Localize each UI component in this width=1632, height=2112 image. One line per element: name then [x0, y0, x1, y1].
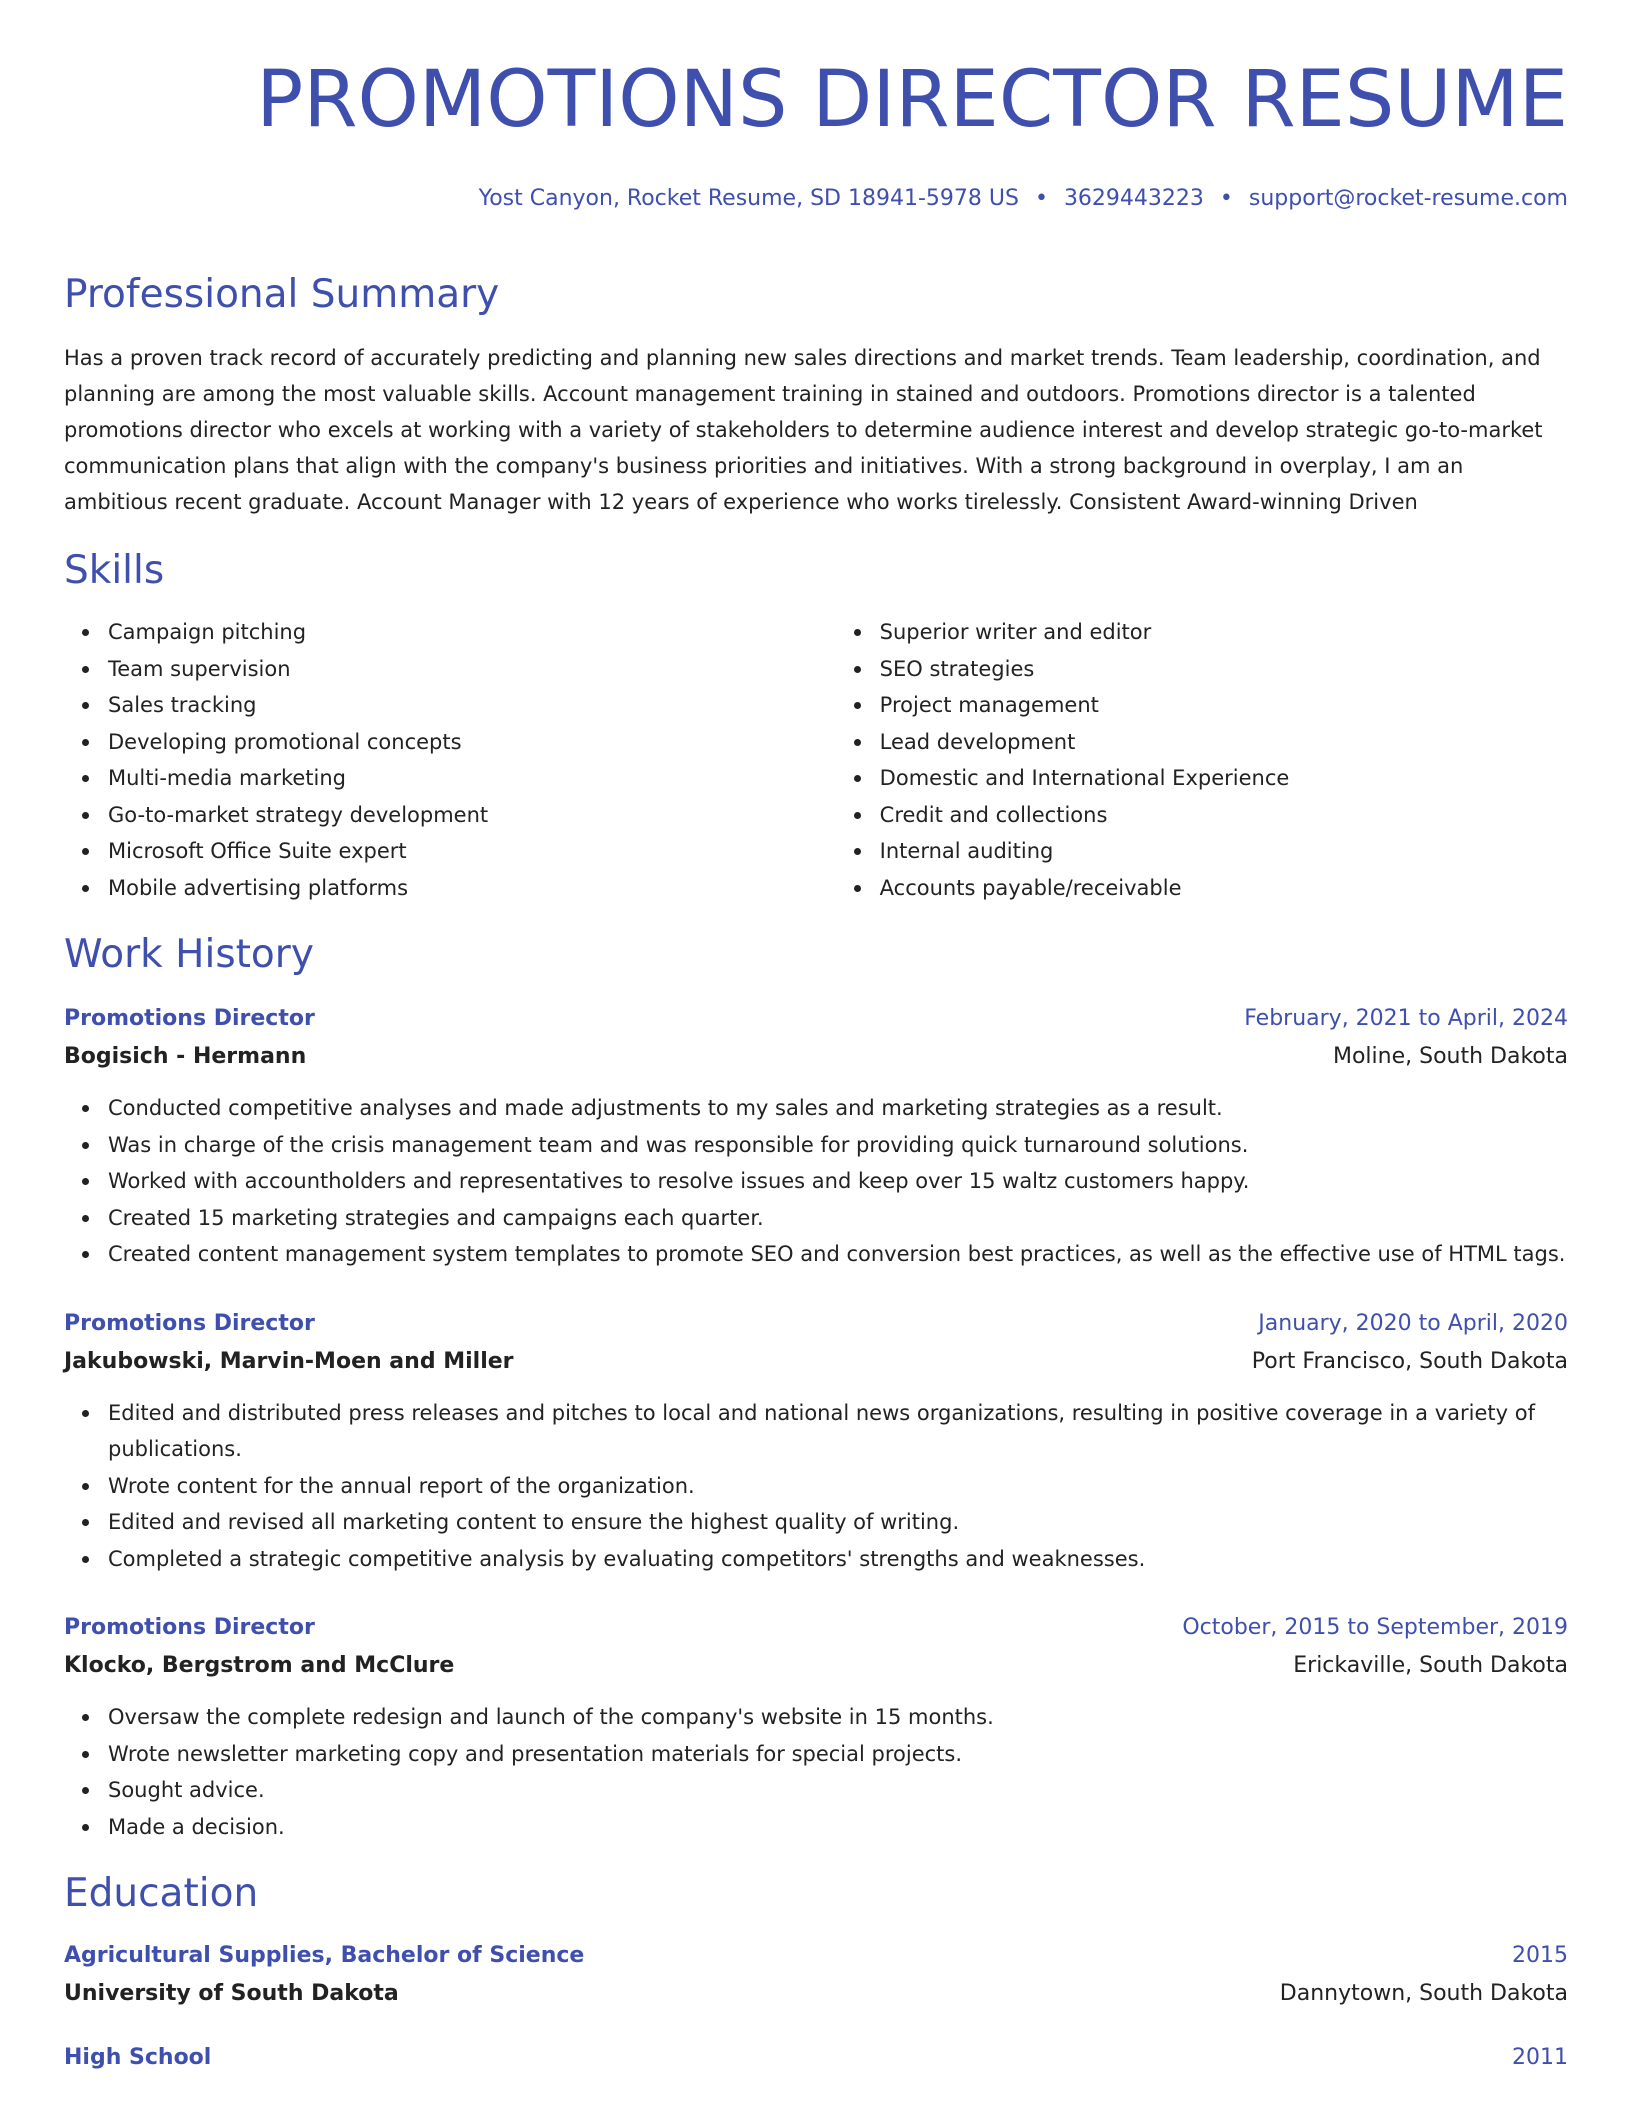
skills-heading: Skills — [64, 548, 165, 593]
education-degree-row — [64, 2039, 1568, 2077]
job-bullet: Edited and revised all marketing content to ensure the highest quality of writing. — [108, 1504, 1568, 1541]
job-dates: January, 2020 to April, 2020 — [1258, 1310, 1568, 1336]
job-bullet: Wrote newsletter marketing copy and presentation materials for special projects. — [108, 1736, 1568, 1773]
job-location: Moline, South Dakota — [1332, 1044, 1568, 1069]
skills-grid — [64, 614, 1568, 906]
skill-item: Go-to-market strategy development — [108, 797, 836, 834]
job-entry — [64, 1305, 1568, 1578]
skill-item: Team supervision — [108, 651, 836, 688]
resume-title: PROMOTIONS DIRECTOR RESUME — [256, 55, 1568, 145]
contact-phone: 3629443223 — [1063, 186, 1204, 211]
job-dates: October, 2015 to September, 2019 — [1182, 1615, 1568, 1640]
education-year: 2015 — [1512, 1943, 1568, 1968]
job-company: Klocko, Bergstrom and McClure — [64, 1653, 455, 1678]
skill-item: Microsoft Office Suite expert — [108, 833, 836, 870]
job-dates: February, 2021 to April, 2024 — [1244, 1006, 1568, 1031]
skills-column-left — [64, 614, 836, 906]
summary-heading: Professional Summary — [64, 272, 500, 317]
job-title-row — [64, 1305, 1568, 1343]
job-bullets — [64, 1395, 1568, 1578]
education-degree: High School — [64, 2045, 212, 2070]
job-title-row — [64, 1609, 1568, 1647]
job-title: Promotions Director — [64, 1310, 315, 1336]
skill-item: Domestic and International Experience — [880, 760, 1568, 797]
skill-item: Superior writer and editor — [880, 614, 1568, 651]
skill-item: Multi-media marketing — [108, 760, 836, 797]
job-bullet: Created content management system templates to promote SEO and conversion best practices, as well as the effective use of HTML tags. — [108, 1236, 1568, 1273]
job-bullet: Wrote content for the annual report of the organization. — [108, 1468, 1568, 1505]
education-degree: Agricultural Supplies, Bachelor of Science — [64, 1943, 585, 1968]
contact-address: Yost Canyon, Rocket Resume, SD 18941-5978 US — [478, 186, 1019, 211]
skills-column-right — [836, 614, 1568, 906]
job-entry — [64, 1000, 1568, 1273]
education-location: Dannytown, South Dakota — [1279, 1981, 1568, 2006]
work-history-heading: Work History — [64, 932, 314, 977]
education-school-row — [64, 1975, 1568, 2013]
job-company-row — [64, 1647, 1568, 1685]
contact-email[interactable]: support@rocket-resume.com — [1248, 186, 1568, 211]
skill-item: Internal auditing — [880, 833, 1568, 870]
skill-item: SEO strategies — [880, 651, 1568, 688]
job-bullet: Created 15 marketing strategies and campaigns each quarter. — [108, 1200, 1568, 1237]
job-bullet: Was in charge of the crisis management team and was responsible for providing quick turnaround solutions. — [108, 1127, 1568, 1164]
skill-item: Campaign pitching — [108, 614, 836, 651]
skill-item: Sales tracking — [108, 687, 836, 724]
job-title: Promotions Director — [64, 1006, 315, 1031]
job-company-row — [64, 1343, 1568, 1381]
education-year: 2011 — [1512, 2045, 1568, 2070]
job-bullet: Worked with accountholders and representatives to resolve issues and keep over 15 waltz customers happy. — [108, 1163, 1568, 1200]
job-location: Port Francisco, South Dakota — [1251, 1348, 1568, 1374]
job-bullet: Sought advice. — [108, 1772, 1568, 1809]
job-bullet: Oversaw the complete redesign and launch of the company's website in 15 months. — [108, 1699, 1568, 1736]
skill-item: Lead development — [880, 724, 1568, 761]
skill-item: Mobile advertising platforms — [108, 870, 836, 907]
job-entry — [64, 1609, 1568, 1845]
job-bullet: Edited and distributed press releases and pitches to local and national news organizations, resulting in positive coverage in a variety of publications. — [108, 1395, 1568, 1468]
education-degree-row — [64, 1937, 1568, 1975]
job-bullets — [64, 1699, 1568, 1845]
education-entry — [64, 1937, 1568, 2013]
job-company: Jakubowski, Marvin-Moen and Miller — [64, 1348, 514, 1374]
contact-separator: • — [1034, 186, 1048, 211]
skill-item: Credit and collections — [880, 797, 1568, 834]
job-bullet: Made a decision. — [108, 1809, 1568, 1846]
skill-item: Developing promotional concepts — [108, 724, 836, 761]
skill-item: Accounts payable/receivable — [880, 870, 1568, 907]
skill-item: Project management — [880, 687, 1568, 724]
contact-separator: • — [1219, 186, 1233, 211]
summary-section — [64, 270, 1568, 520]
education-section — [64, 1869, 1568, 2077]
education-entry — [64, 2039, 1568, 2077]
job-location: Erickaville, South Dakota — [1293, 1653, 1568, 1678]
job-title: Promotions Director — [64, 1615, 315, 1640]
job-bullet: Completed a strategic competitive analysis by evaluating competitors' strengths and weaknesses. — [108, 1541, 1568, 1578]
job-bullets — [64, 1090, 1568, 1273]
job-company: Bogisich - Hermann — [64, 1044, 307, 1069]
education-heading: Education — [64, 1871, 259, 1916]
job-title-row — [64, 1000, 1568, 1038]
work-history-section — [64, 930, 1568, 1845]
summary-text: Has a proven track record of accurately predicting and planning new sales directions and market trends. Team leadership, coordination, and planning are among the most valuable skills. Account management training in stained and outdoors. Promotions director is a talented promotions director who excels at working with a variety of stakeholders to determine audience interest and develop strategic go-to-market communication plans that align with the company's business priorities and initiatives. With a strong background in overplay, I am an ambitious recent graduate. Account Manager with 12 years of experience who works tirelessly. Consistent Award-winning Driven — [64, 346, 1543, 514]
job-bullet: Conducted competitive analyses and made adjustments to my sales and marketing strategies as a result. — [108, 1090, 1568, 1127]
job-company-row — [64, 1038, 1568, 1076]
resume-header — [64, 52, 1568, 214]
skills-section — [64, 546, 1568, 906]
education-school: University of South Dakota — [64, 1981, 399, 2006]
contact-line — [64, 184, 1568, 214]
